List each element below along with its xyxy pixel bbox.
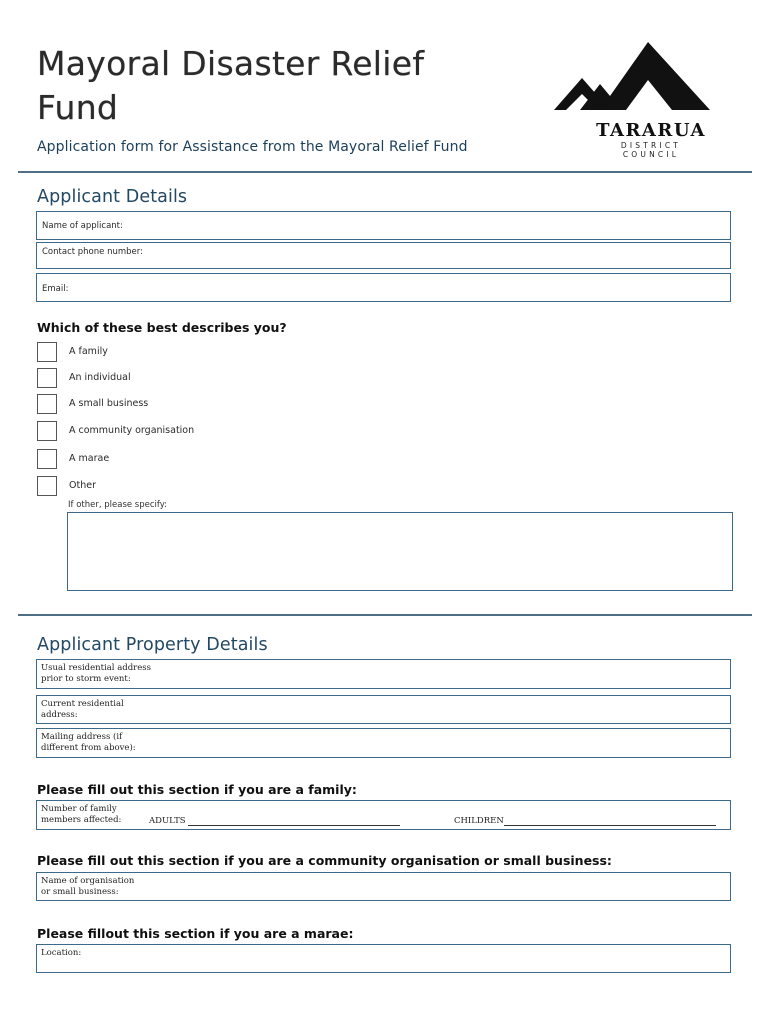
mountain-logo-icon: [552, 40, 712, 120]
logo-wordmark: TARARUA: [596, 120, 706, 141]
contact-phone-field[interactable]: [36, 242, 731, 269]
applicant-name-field[interactable]: [36, 211, 731, 240]
adults-label: ADULTS: [149, 816, 186, 826]
adults-input[interactable]: [188, 825, 400, 826]
section-heading-property: Applicant Property Details: [37, 635, 268, 655]
option-label: A small business: [69, 398, 149, 409]
logo-subtitle: DISTRICT COUNCIL: [620, 141, 682, 159]
other-specify-label: If other, please specify:: [68, 500, 168, 510]
divider: [18, 614, 752, 616]
checkbox[interactable]: [37, 342, 57, 362]
checkbox[interactable]: [37, 368, 57, 388]
current-address-label: Current residential address:: [41, 699, 124, 720]
describe-question: Which of these best describes you?: [37, 320, 287, 335]
organisation-name-label: Name of organisation or small business:: [41, 876, 135, 897]
form-subtitle: Application form for Assistance from the Mayoral Relief Fund: [37, 139, 468, 155]
marae-location-label: Location:: [41, 948, 82, 958]
usual-address-field[interactable]: [36, 659, 731, 689]
marae-section-heading: Please fillout this section if you are a marae:: [37, 926, 354, 941]
mailing-address-field[interactable]: [36, 728, 731, 758]
section-heading-applicant: Applicant Details: [37, 187, 188, 207]
divider: [18, 171, 752, 173]
applicant-name-label: Name of applicant:: [42, 221, 123, 231]
option-label: An individual: [69, 372, 131, 383]
form-title: Mayoral Disaster Relief Fund: [37, 44, 425, 127]
marae-location-field[interactable]: [36, 944, 731, 973]
family-members-label: Number of family members affected:: [41, 804, 122, 825]
children-label: CHILDREN: [454, 816, 504, 826]
checkbox[interactable]: [37, 394, 57, 414]
council-logo: [552, 40, 717, 159]
family-section-heading: Please fill out this section if you are a family:: [37, 782, 357, 797]
usual-address-label: Usual residential address prior to storm event:: [41, 663, 151, 684]
checkbox[interactable]: [37, 476, 57, 496]
contact-phone-label: Contact phone number:: [42, 247, 143, 257]
option-label: Other: [69, 480, 96, 491]
checkbox[interactable]: [37, 449, 57, 469]
children-input[interactable]: [504, 825, 716, 826]
other-specify-textarea[interactable]: [67, 512, 733, 591]
checkbox[interactable]: [37, 421, 57, 441]
mailing-address-label: Mailing address (if different from above):: [41, 732, 136, 753]
email-field[interactable]: [36, 273, 731, 302]
organisation-name-field[interactable]: [36, 872, 731, 901]
current-address-field[interactable]: [36, 695, 731, 724]
option-label: A marae: [69, 453, 110, 464]
email-label: Email:: [42, 284, 69, 294]
organisation-section-heading: Please fill out this section if you are a community organisation or small business:: [37, 853, 612, 868]
option-label: A family: [69, 346, 108, 357]
family-members-field: [36, 800, 731, 830]
option-label: A community organisation: [69, 425, 195, 436]
